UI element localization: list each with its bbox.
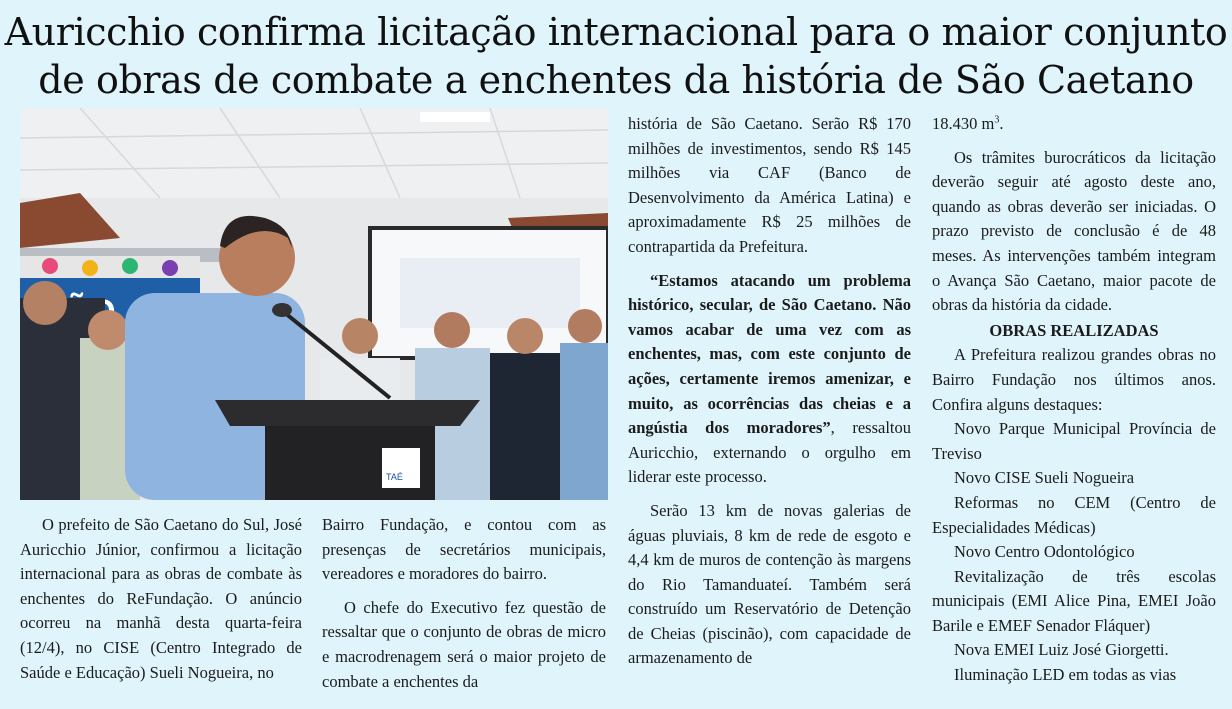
- article-column-3: [628, 112, 911, 671]
- column1-paragraph-1: O prefeito de São Caetano do Sul, José Auricchio Júnior, confirmou a licitação internacional para as obras de combate às enchentes do ReFundação. O anúncio ocorreu na manhã desta quarta-feira (12/4), no CISE (Centro Integrado de Saúde e Educação) Sueli Nogueira, no: [20, 515, 302, 682]
- podium-logo-text: TAÉ: [386, 472, 403, 482]
- headline-line-1: Auricchio confirma licitação internacional para o maior conjunto: [4, 10, 1228, 54]
- column4-volume-line: [932, 112, 1216, 137]
- works-list-item: Novo Parque Municipal Província de Treviso: [932, 419, 1216, 463]
- quote-attribution: , ressaltou Auricchio, externando o orgulho em liderar este processo.: [628, 418, 912, 487]
- column3-quote-paragraph: [628, 269, 911, 490]
- column4-paragraph-3: A Prefeitura realizou grandes obras no Bairro Fundação nos últimos anos. Confira alguns destaques:: [932, 345, 1216, 414]
- reservoir-volume: 18.430 m: [932, 114, 995, 133]
- news-photo: [20, 108, 608, 500]
- column3-paragraph-1: história de São Caetano. Serão R$ 170 milhões de investimentos, sendo R$ 145 milhões via CAF (Banco de Desenvolvimento da América Latina) e aproximadamente R$ 25 milhões de contrapartida da Prefeitura.: [628, 114, 911, 256]
- column4-paragraph-2: Os trâmites burocráticos da licitação deverão seguir até agosto deste ano, quando as obras deverão ser iniciadas. O prazo previsto de conclusão é de 48 meses. As intervenções também integram o Avança São Caetano, maior pacote de obras da história da cidade.: [932, 147, 1216, 315]
- section-heading-obras-realizadas: OBRAS REALIZADAS: [989, 320, 1159, 340]
- works-list-item: Iluminação LED em todas as vias: [954, 665, 1177, 685]
- cubic-superscript: 3: [994, 114, 1000, 126]
- article-column-4: [932, 112, 1216, 688]
- column3-paragraph-3: Serão 13 km de novas galerias de águas pluviais, 8 km de rede de esgoto e 4,4 km de muros de contenção às margens do Rio Tamanduateí. Também será construído um Reservatório de Detenção de Cheias (piscinão), com capacidade de armazenamento de: [628, 500, 911, 668]
- article-column-1: [20, 513, 302, 685]
- headline: [0, 8, 1232, 104]
- article-column-2: [322, 513, 606, 694]
- works-list-item: Novo Centro Odontológico: [954, 542, 1135, 562]
- works-list-item: Revitalização de três escolas municipais (EMI Alice Pina, EMEI João Barile e EMEF Senador Fláquer): [932, 566, 1216, 635]
- column2-paragraph-2: O chefe do Executivo fez questão de ressaltar que o conjunto de obras de micro e macrodrenagem será o maior projeto de combate a enchentes da: [322, 597, 606, 691]
- quote-bold-text: “Estamos atacando um problema histórico, secular, de São Caetano. Não vamos acabar de uma vez com as enchentes, mas, com este conjunto de ações, certamente iremos amenizar, e muito, as ocorrências das cheias e a angústia dos moradores”: [628, 270, 911, 438]
- volume-period: .: [999, 114, 1004, 133]
- works-list-item: Reformas no CEM (Centro de Especialidades Médicas): [932, 492, 1216, 537]
- column2-paragraph-1: Bairro Fundação, e contou com as presenças de secretários municipais, vereadores e moradores do bairro.: [322, 515, 606, 584]
- press-event-illustration: [20, 108, 608, 500]
- works-list-item: Novo CISE Sueli Nogueira: [954, 468, 1135, 488]
- works-list-item: Nova EMEI Luiz José Giorgetti.: [954, 640, 1169, 660]
- headline-line-2: de obras de combate a enchentes da história de São Caetano: [38, 58, 1194, 102]
